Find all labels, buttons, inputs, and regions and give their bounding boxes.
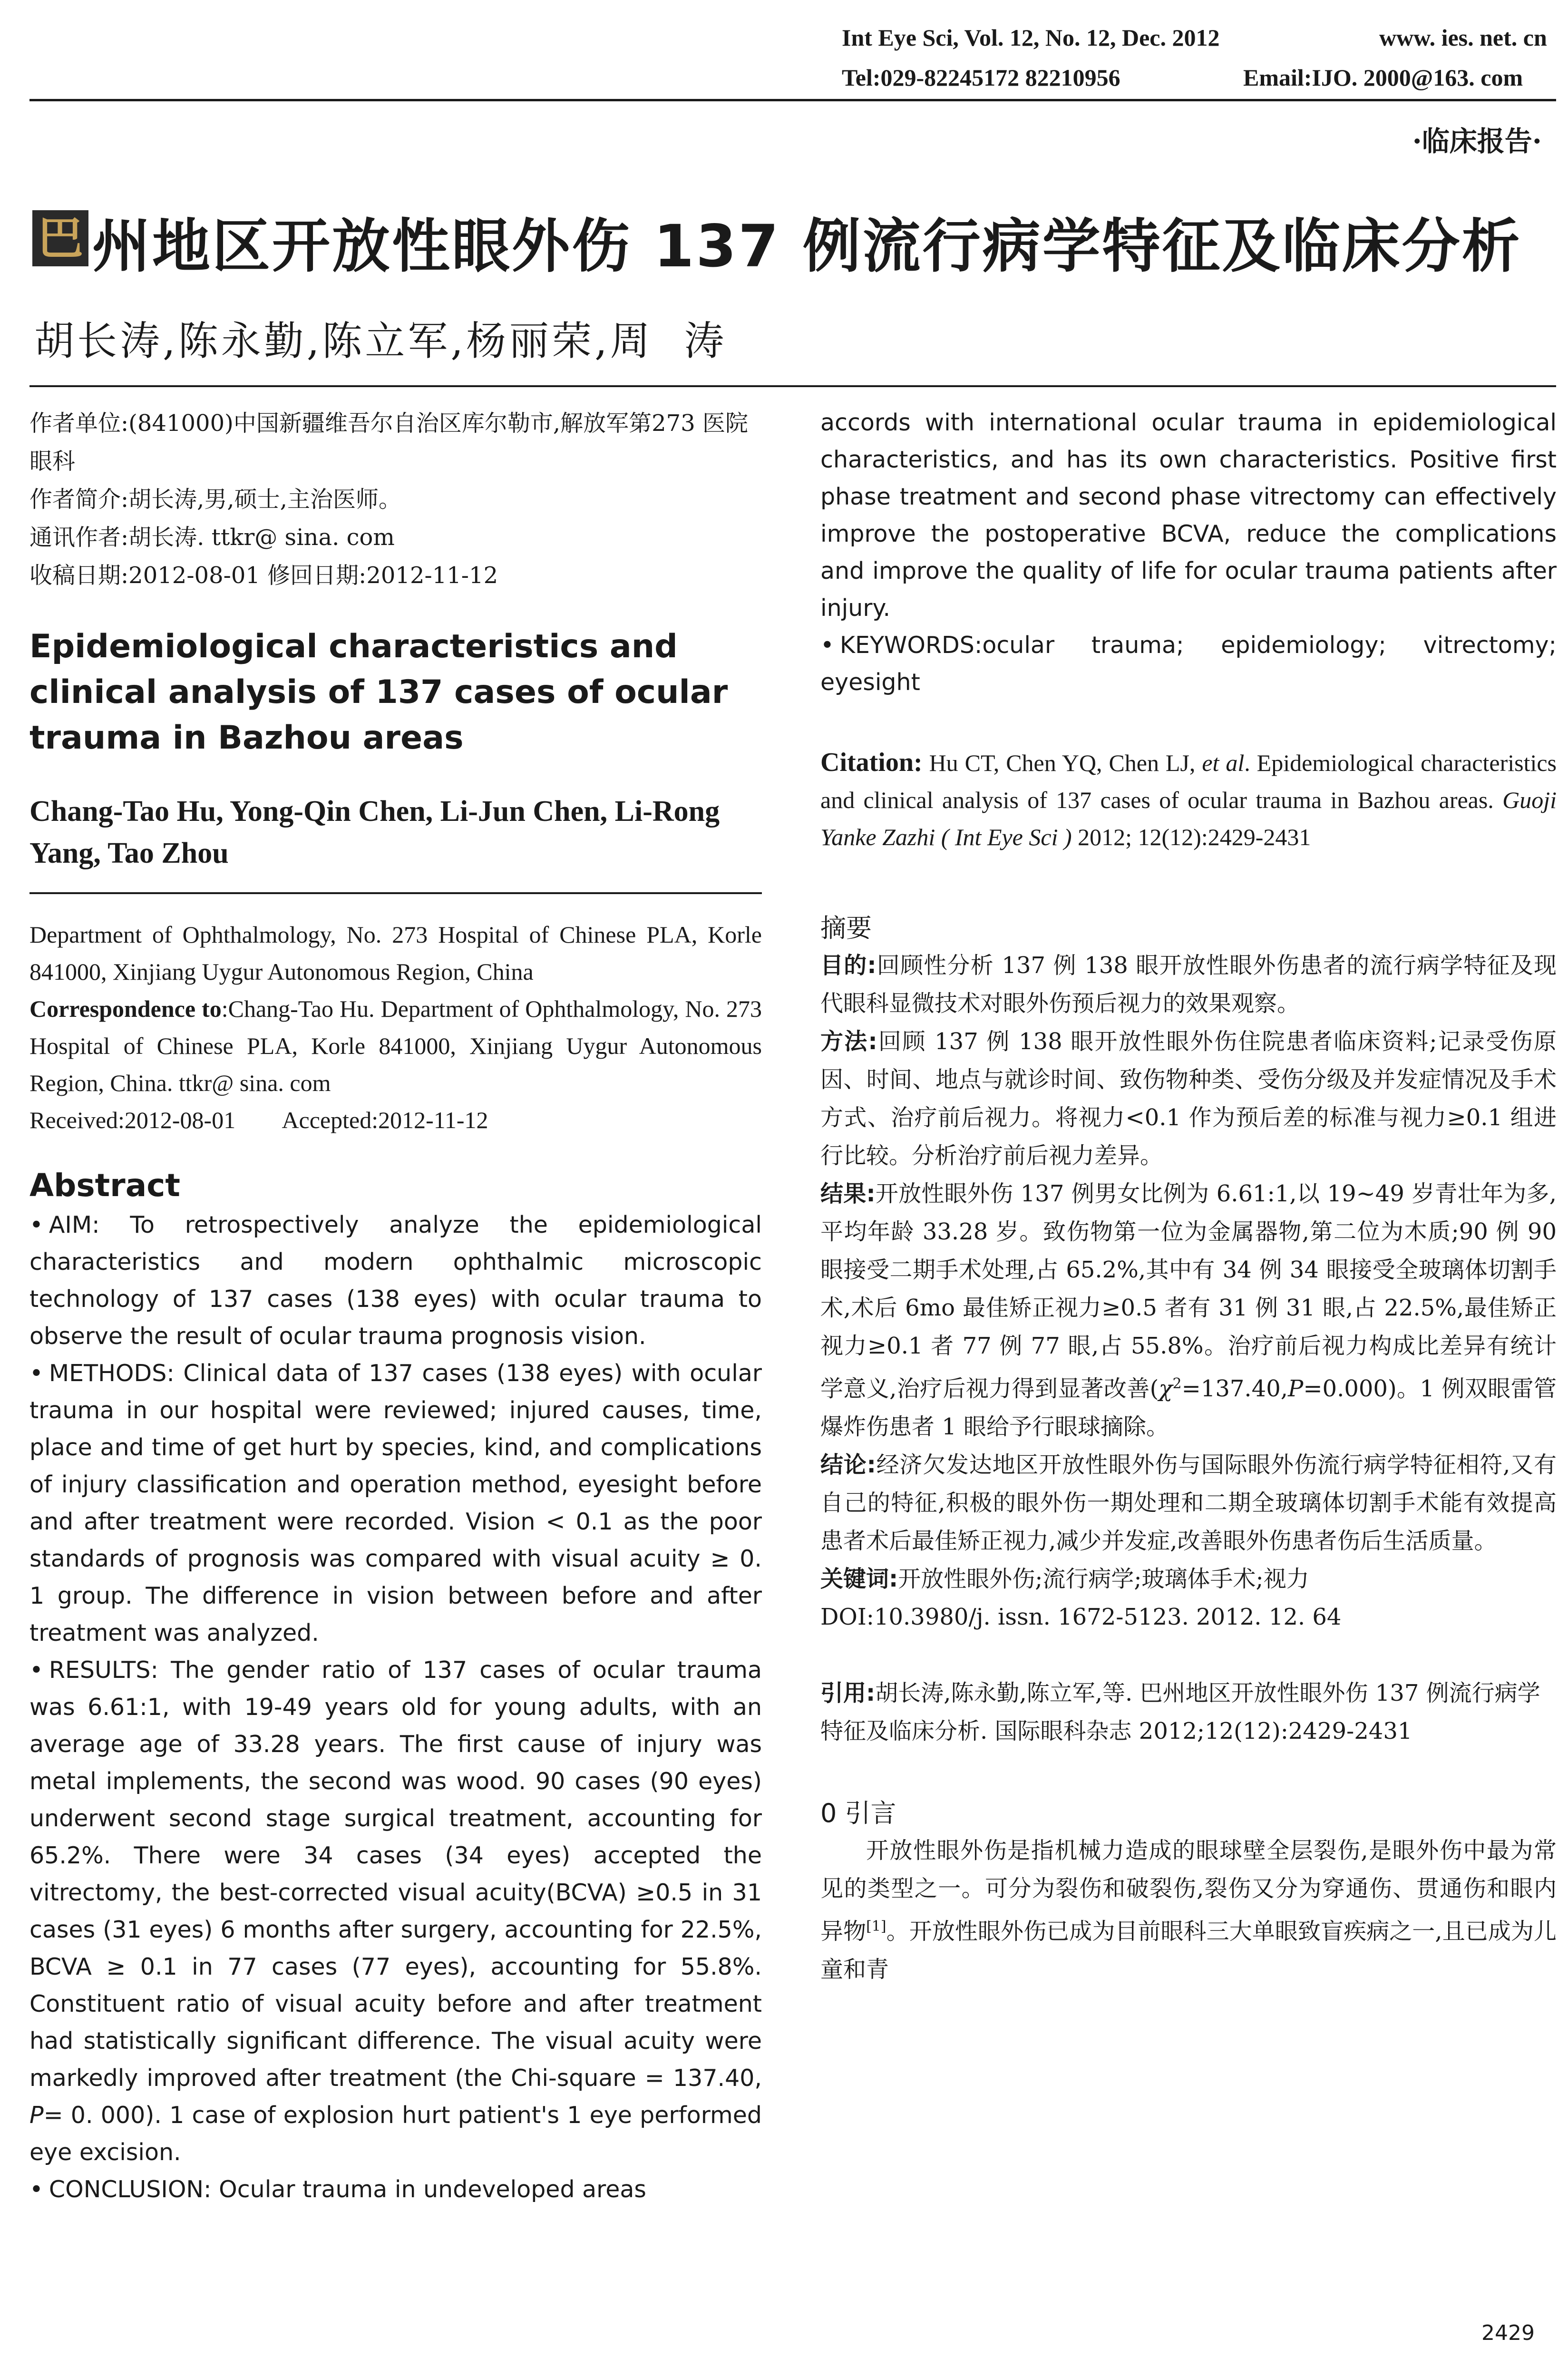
journal-website[interactable]: www. ies. net. cn [1379, 24, 1547, 51]
cn-aim [820, 946, 1557, 1023]
author-affiliation-cn: 作者单位:(841000)中国新疆维吾尔自治区库尔勒市,解放军第273 医院眼科 [29, 410, 748, 475]
reference-marker[interactable]: [1] [866, 1918, 886, 1935]
cn-results-text: 开放性眼外伤 137 例男女比例为 6.61:1,以 19~49 岁青壮年为多,平均年龄 33.28 岁。致伤物第一位为金属器物,第二位为木质;90 例 90 眼接受二期手术处理,占 65.2%,其中有 34 例 34 眼接受全玻璃体切割手术,术后 6mo 最佳矫正视力≥0.5 者有 31 例 31 眼,占 22.5%,最佳矫正视力≥0.1 者 77 例 77 眼,占 55.8%。治疗前后视力构成比差异有统计学意义,治疗后视力得到显著改善( [820, 1180, 1557, 1402]
citation-volume: 2012; 12(12):2429-2431 [1071, 824, 1311, 850]
citation-journal: Guoji Yanke Zazhi ( Int Eye Sci ) [820, 787, 1557, 850]
abstract-heading: Abstract [29, 1167, 180, 1204]
introduction-text [820, 1831, 1557, 1988]
english-citation [820, 744, 1557, 856]
cn-results-label: 结果: [820, 1180, 876, 1207]
cn-keywords [820, 1560, 1557, 1598]
affiliation-divider [29, 892, 762, 894]
cn-methods [820, 1023, 1557, 1175]
cn-conclusion-text: 经济欠发达地区开放性眼外伤与国际眼外伤流行病学特征相符,又有自己的特征,积极的眼外伤一期处理和二期全玻璃体切割手术能有效提高患者术后最佳矫正视力,减少并发症,改善眼外伤患者伤后生活质量。 [820, 1452, 1557, 1554]
results-text-end: = 0. 000). 1 case of explosion hurt patient's 1 eye performed eye excision. [29, 2102, 762, 2166]
abstract-keywords [820, 627, 1557, 701]
abstract-aim [29, 1207, 762, 1355]
author-info [29, 404, 762, 594]
abstract-methods [29, 1355, 762, 1652]
submission-dates-cn: 收稿日期:2012-08-01 修回日期:2012-11-12 [29, 562, 498, 589]
correspondence-label: Correspondence to [29, 995, 222, 1022]
bullet-icon: • [29, 1656, 43, 1684]
intro-text-end: 。开放性眼外伤已成为目前眼科三大单眼致盲疾病之一,且已成为儿童和青 [820, 1918, 1557, 1983]
abstract-conclusion-start [29, 2171, 762, 2208]
cn-doi[interactable]: DOI:10.3980/j. issn. 1672-5123. 2012. 12. 64 [820, 1604, 1342, 1630]
cn-aim-label: 目的: [820, 952, 877, 979]
english-dates: Received:2012-08-01 Accepted:2012-11-12 [29, 1107, 488, 1133]
chinese-abstract [820, 946, 1557, 1636]
cn-conclusion-label: 结论: [820, 1452, 876, 1478]
cn-conclusion [820, 1446, 1557, 1560]
authors-chinese: 胡长涛,陈永勤,陈立军,杨丽荣,周 涛 [34, 318, 727, 364]
english-affiliation: Department of Ophthalmology, No. 273 Hospital of Chinese PLA, Korle 841000, Xinjiang Uygur Autonomous Region, China [29, 921, 762, 985]
cn-results-text-end: =0.000)。1 例双眼雷管爆炸伤患者 1 眼给予行眼球摘除。 [820, 1375, 1557, 1440]
chinese-abstract-heading: 摘要 [820, 913, 872, 943]
results-p-symbol: P [29, 2102, 44, 2129]
journal-email[interactable]: Email:IJO. 2000@163. com [1243, 64, 1523, 91]
article-title [32, 200, 1545, 281]
bullet-icon: • [29, 1360, 43, 1387]
cn-chi-superscript: 2 [1172, 1375, 1182, 1392]
cn-methods-text: 回顾 137 例 138 眼开放性眼外伤住院患者临床资料;记录受伤原因、时间、地点与就诊时间、致伤物种类、受伤分级及并发症情况及手术方式、治疗前后视力。将视力<0.1 作为预后差的标准与视力≥0.1 组进行比较。分析治疗前后视力差异。 [820, 1028, 1557, 1169]
conclusion-label: CONCLUSION: [49, 2176, 212, 2203]
cn-methods-label: 方法: [820, 1028, 877, 1055]
methods-label: METHODS: [49, 1360, 175, 1387]
citation-text: Hu CT, Chen YQ, Chen LJ, [922, 750, 1202, 776]
right-column [820, 404, 1557, 1988]
cn-citation-label: 引用: [820, 1680, 876, 1706]
keywords-text: ocular trauma; epidemiology; vitrectomy; eyesight [820, 632, 1557, 696]
citation-title: . Epidemiological characteristics and clinical analysis of 137 cases of ocular trauma in Bazhou areas. [820, 750, 1557, 813]
introduction-heading: 0 引言 [820, 1798, 896, 1828]
citation-label: Citation: [820, 748, 923, 777]
abstract-results [29, 1652, 762, 2171]
cn-citation-text: 胡长涛,陈永勤,陈立军,等. 巴州地区开放性眼外伤 137 例流行病学特征及临床分析. 国际眼科杂志 2012;12(12):2429-2431 [820, 1680, 1540, 1744]
conclusion-text-start: Ocular trauma in undeveloped areas [211, 2176, 646, 2203]
cn-results [820, 1175, 1557, 1446]
citation-etal: et al [1202, 750, 1245, 776]
bullet-icon: • [820, 632, 834, 659]
bullet-icon: • [29, 1211, 43, 1238]
results-text: The gender ratio of 137 cases of ocular trauma was 6.61:1, with 19-49 years old for young adults, with an average age of 33.28 years. The first cause of injury was metal implements, the second was wood. 90 cases (90 eyes) underwent second stage surgical treatment, accounting for 65.2%. There were 34 cases (34 eyes) accepted the vitrectomy, the best-corrected visual acuity(BCVA) ≥0.5 in 31 cases (31 eyes) 6 months after surgery, accounting for 22.5%, BCVA ≥ 0.1 in 77 cases (77 eyes), accounting for 55.8%. Constituent ratio of visual acuity before and after treatment had statistically significant difference. The visual acuity were markedly improved after treatment (the Chi-square = 137.40, [29, 1656, 762, 2092]
author-bio-cn: 作者简介:胡长涛,男,硕士,主治医师。 [29, 486, 401, 513]
title-divider [29, 385, 1556, 387]
bullet-icon: • [29, 2176, 43, 2203]
cn-keywords-label: 关键词: [820, 1566, 898, 1592]
english-correspondence [29, 990, 762, 1101]
english-affiliation-block [29, 916, 762, 1139]
aim-text: To retrospectively analyze the epidemiological characteristics and modern ophthalmic microscopic technology of 137 cases (138 eyes) with ocular trauma to observe the result of ocular trauma prognosis vision. [29, 1211, 762, 1350]
english-authors: Chang-Tao Hu, Yong-Qin Chen, Li-Jun Chen, Li-Rong Yang, Tao Zhou [29, 795, 720, 869]
title-ornamental-initial: 巴 [32, 210, 88, 266]
chinese-citation [820, 1674, 1557, 1750]
corresponding-author-cn: 通讯作者:胡长涛. ttkr@ sina. com [29, 524, 395, 551]
intro-text-start: 开放性眼外伤是指机械力造成的眼球壁全层裂伤,是眼外伤中最为常见的类型之一。可分为裂伤和破裂伤,裂伤又分为穿通伤、贯通伤和眼内异物 [820, 1837, 1557, 1945]
cn-keywords-text: 开放性眼外伤;流行病学;玻璃体手术;视力 [898, 1566, 1309, 1592]
cn-chi-symbol: χ [1159, 1375, 1173, 1402]
journal-issue: Int Eye Sci, Vol. 12, No. 12, Dec. 2012 [842, 24, 1220, 51]
left-column [29, 404, 762, 2208]
english-abstract-continued [820, 404, 1557, 701]
page-number: 2429 [1481, 2321, 1535, 2345]
keywords-label: KEYWORDS: [839, 632, 983, 659]
journal-telephone: Tel:029-82245172 82210956 [842, 64, 1120, 91]
cn-p-symbol: P [1288, 1375, 1304, 1402]
english-abstract [29, 1207, 762, 2208]
cn-aim-text: 回顾性分析 137 例 138 眼开放性眼外伤患者的流行病学特征及现代眼科显微技术对眼外伤预后视力的效果观察。 [820, 952, 1557, 1017]
results-label: RESULTS: [49, 1656, 158, 1684]
cn-chi-value: =137.40, [1181, 1375, 1288, 1402]
aim-label: AIM: [49, 1211, 100, 1238]
header-divider [29, 99, 1556, 101]
conclusion-text-end: accords with international ocular trauma in epidemiological characteristics, and has its own characteristics. Positive first phase treatment and second phase vitrectomy can effectively improve the postoperative BCVA, reduce the complications and improve the quality of life for ocular trauma patients after injury. [820, 409, 1557, 622]
title-text: 州地区开放性眼外伤 137 例流行病学特征及临床分析 [92, 213, 1522, 280]
section-tag: ·临床报告· [1412, 125, 1542, 157]
english-title: Epidemiological characteristics and clinical analysis of 137 cases of ocular trauma in Bazhou areas [29, 628, 728, 757]
methods-text: Clinical data of 137 cases (138 eyes) with ocular trauma in our hospital were reviewed; injured causes, time, place and time of get hurt by species, kind, and complications of injury classification and operation method, eyesight before and after treatment were recorded. Vision < 0.1 as the poor standards of prognosis was compared with visual acuity ≥ 0. 1 group. The difference in vision between before and after treatment was analyzed. [29, 1360, 762, 1646]
correspondence-text: :Chang-Tao Hu. Department of Ophthalmology, No. 273 Hospital of Chinese PLA, Korle 841000, Xinjiang Uygur Autonomous Region, China. ttkr@ sina. com [29, 995, 762, 1096]
